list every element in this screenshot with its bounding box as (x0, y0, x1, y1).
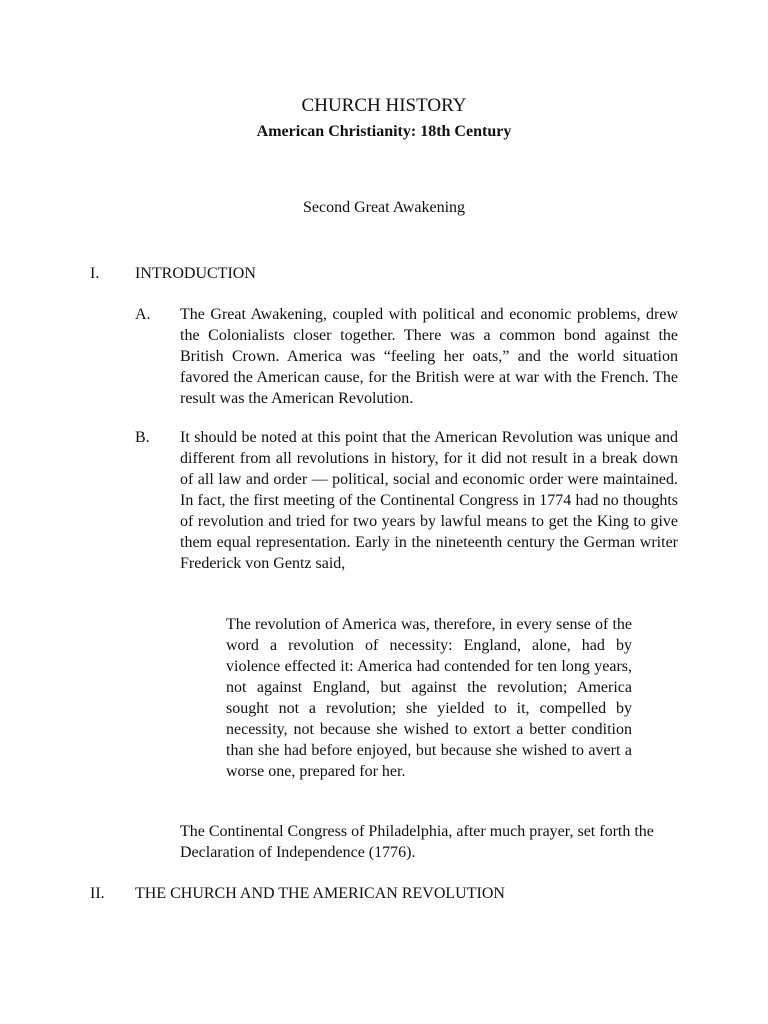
block-quote: The revolution of America was, therefore, in every sense of the word a revolution of necessity: England, alone, had by violence effected it: America had contended for ten long years, not against England, but against the revolution; America sought not a revolution; she yielded to it, compelled by necessity, not because she wished to extort a better condition than she had before enjoyed, but because she wished to avert a worse one, prepared for her. (226, 616, 632, 780)
section-1-numeral: I. (90, 265, 100, 282)
document-title: CHURCH HISTORY (301, 95, 467, 116)
item-a-paragraph: The Great Awakening, coupled with political and economic problems, drew the Colonialists closer together. There was a common bond against the British Crown. America was “feeling her oats,” and the world situation favored the American cause, for the British were at war with the French. The result was the American Revolution. (180, 306, 678, 407)
item-b-paragraph: It should be noted at this point that the American Revolution was unique and different from all revolutions in history, for it did not result in a break down of all law and order — political, social and economic order were maintained. In fact, the first meeting of the Continental Congress in 1774 had no thoughts of revolution and tried for two years by lawful means to get the King to give them equal representation. Early in the nineteenth century the German writer Frederick von Gentz said, (180, 429, 678, 572)
item-b-closing-paragraph: The Continental Congress of Philadelphia, after much prayer, set forth the Declaration of Independence (1776). (180, 823, 654, 861)
outline-section-1 (90, 263, 690, 284)
item-b-letter: B. (135, 429, 150, 446)
item-a-letter: A. (135, 306, 151, 323)
outline-item-a (135, 304, 678, 414)
document-subtitle: American Christianity: 18th Century (256, 123, 512, 140)
outline-section-2 (90, 883, 690, 904)
section-2-heading: THE CHURCH AND THE AMERICAN REVOLUTION (135, 885, 505, 902)
section-heading: Second Great Awakening (302, 199, 466, 216)
outline-item-b (135, 427, 678, 607)
section-1-heading: INTRODUCTION (135, 265, 256, 282)
section-2-numeral: II. (90, 885, 105, 902)
